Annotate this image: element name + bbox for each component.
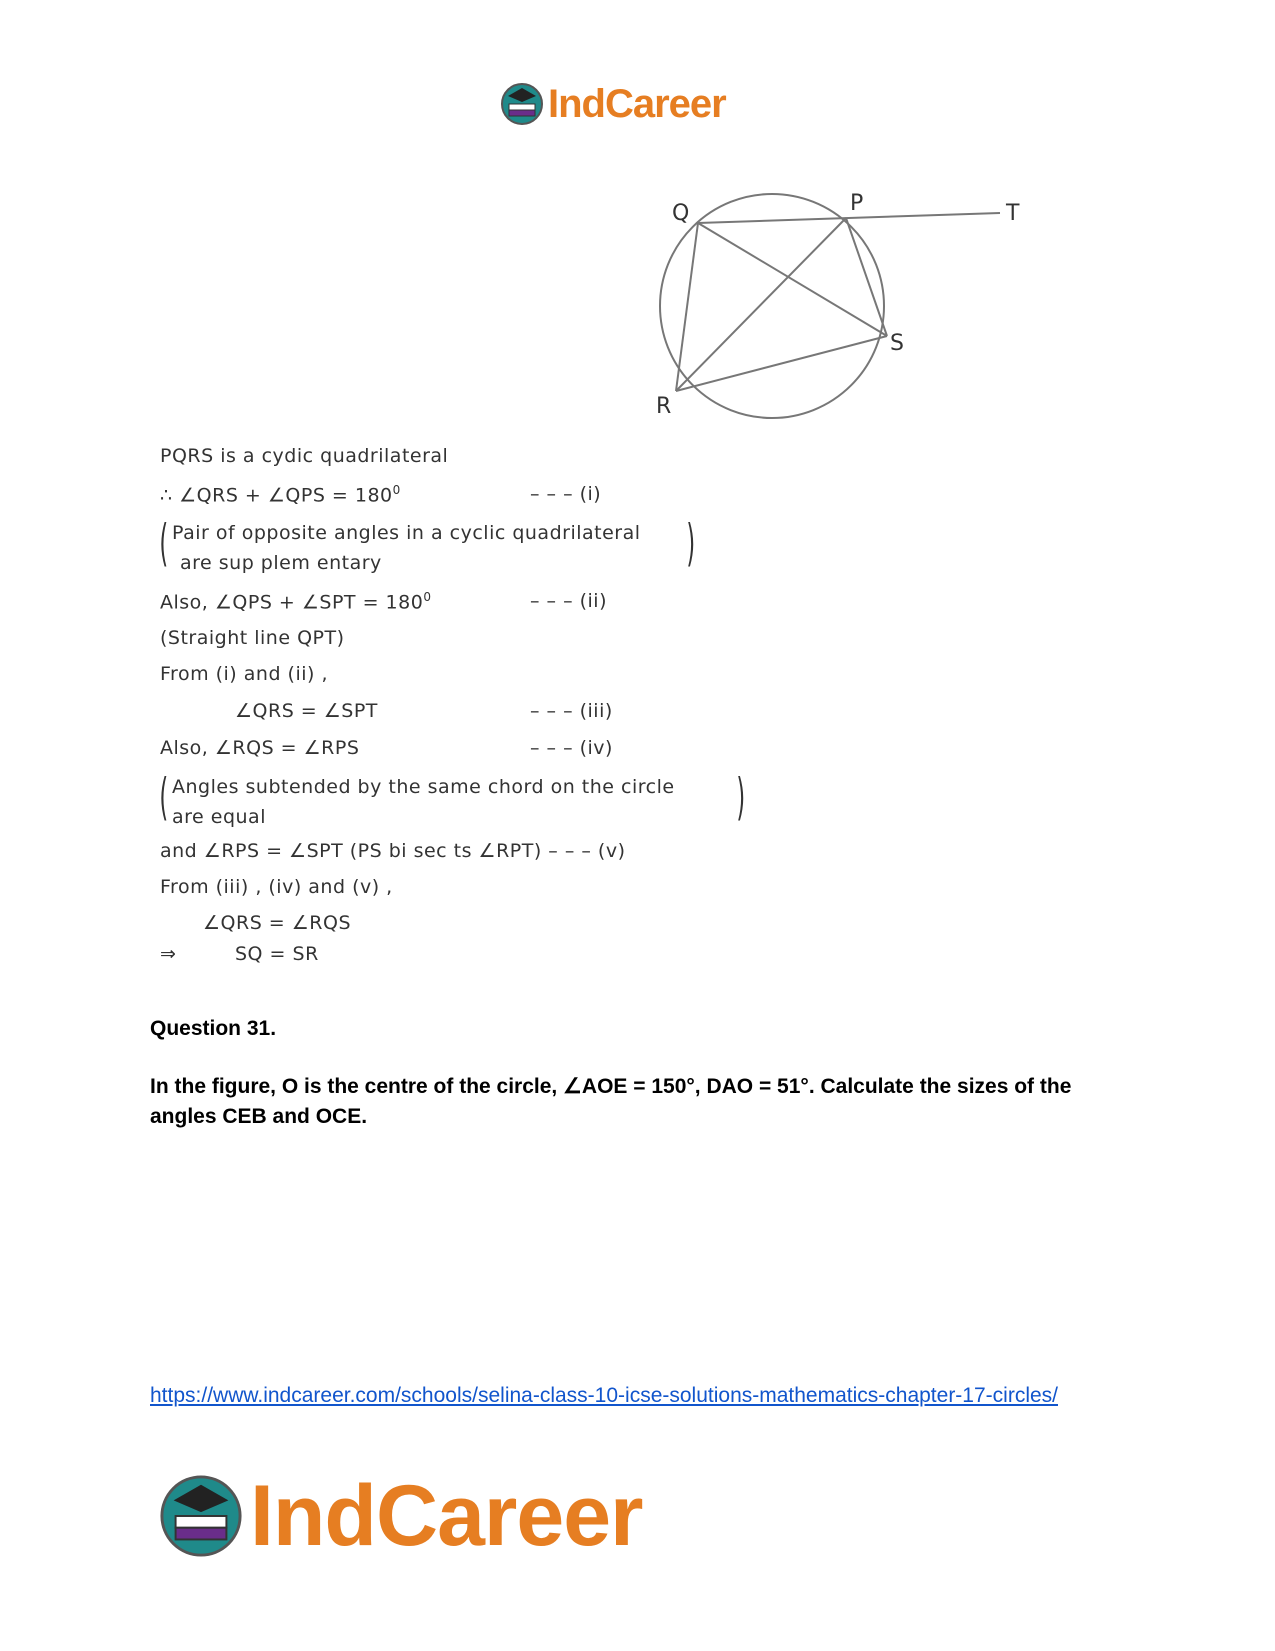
line-qs [698,223,887,336]
bracket-left: ( [159,768,169,826]
footer-logo [158,1466,643,1566]
solution-bracket-1 [159,514,696,580]
line-rs [676,336,887,391]
label-s: S [890,331,904,356]
solution-line-1: PQRS is a cydic quadrilateral [160,445,449,467]
solution-line-2-eq: ∴ ∠QRS + ∠QPS = 180 [160,484,393,507]
solution-bracket-1-line-b: are sup plem entary [180,552,382,574]
solution-bracket-2 [159,768,746,834]
solution-line-7: Also, ∠RQS = ∠RPS [160,737,360,759]
figure-circle [660,194,884,418]
cyclic-quadrilateral-figure [650,180,1030,440]
footer-logo-text: IndCareer [250,1467,643,1564]
bracket-left: ( [159,514,169,572]
logo-globe-icon [158,1473,244,1559]
solution-line-3 [160,590,431,613]
solution-bracket-2-line-b: are equal [172,806,266,828]
solution-line-3-sup: 0 [423,590,432,604]
solution-line-11: SQ = SR [235,943,319,965]
solution-line-5: From (i) and (ii) , [160,663,329,685]
solution-line-9: From (iii) , (iv) and (v) , [160,876,393,898]
solution-line-2 [160,483,401,506]
label-p: P [850,191,864,216]
solution-line-11-symbol: ⇒ [160,943,177,965]
line-pr [676,218,846,391]
line-qt [698,213,1000,223]
solution-line-7-tag: – – – (iv) [530,737,613,759]
label-r: R [656,394,672,419]
bracket-right: ) [736,768,746,826]
header-logo-text: IndCareer [548,81,726,126]
bracket-right: ) [686,514,696,572]
solution-line-2-tag: – – – (i) [530,483,602,505]
source-link[interactable]: https://www.indcareer.com/schools/selina-class-10-icse-solutions-mathematics-chapter-17-circles/ [150,1384,1058,1407]
solution-line-10: ∠QRS = ∠RQS [203,912,351,934]
solution-line-3-tag: – – – (ii) [530,590,608,612]
solution-line-6: ∠QRS = ∠SPT [235,700,378,722]
line-qr [676,223,698,391]
solution-bracket-2-line-a: Angles subtended by the same chord on the circle [172,776,675,798]
question-text: In the figure, O is the centre of the circle, ∠AOE = 150°, DAO = 51°. Calculate the sizes of the angles CEB and OCE. [150,1075,1072,1128]
header-logo [500,78,726,130]
solution-line-6-tag: – – – (iii) [530,700,613,722]
solution-bracket-1-line-a: Pair of opposite angles in a cyclic quadrilateral [172,522,641,544]
label-t: T [1006,201,1020,226]
question-title: Question 31. [150,1017,277,1040]
label-q: Q [672,201,690,226]
solution-line-3-eq: Also, ∠QPS + ∠SPT = 180 [160,591,424,614]
logo-globe-icon [500,82,544,126]
solution-line-4: (Straight line QPT) [160,627,345,649]
solution-line-2-sup: 0 [392,483,401,497]
solution-line-8: and ∠RPS = ∠SPT (PS bi sec ts ∠RPT) – – – (v) [160,840,626,862]
